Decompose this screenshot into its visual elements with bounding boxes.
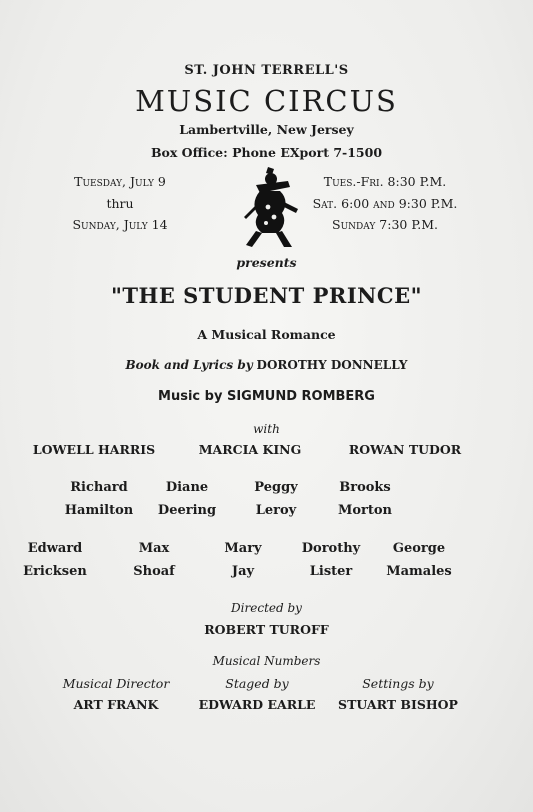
cast-last-name: Mamales [386, 564, 452, 579]
settings-by-label: Settings by [362, 676, 434, 691]
lead-actor: MARCIA KING [198, 442, 302, 457]
composer-name: SIGMUND ROMBERG [226, 389, 375, 404]
cast-last-name: Lister [309, 564, 353, 579]
cast-first-name: Mary [224, 541, 262, 556]
cast-first-name: Peggy [254, 480, 298, 495]
book-credit [0, 358, 533, 372]
cast-last-name: Morton [337, 503, 393, 518]
start-date: Tuesday, July 9 [74, 174, 166, 189]
musical-director-label: Musical Director [62, 676, 170, 691]
director-name: ROBERT TUROFF [204, 622, 329, 637]
musical-director-name: ART FRANK [73, 697, 159, 712]
cast-first-name: George [392, 541, 446, 556]
producer-name: ST. JOHN TERRELL'S [184, 63, 349, 78]
musical-numbers-label: Musical Numbers [212, 654, 321, 668]
box-office-phone: Box Office: Phone EXport 7-1500 [150, 145, 383, 160]
lead-actor: LOWELL HARRIS [32, 442, 156, 457]
directed-by-label: Directed by [231, 601, 302, 615]
cast-first-name: Diane [165, 480, 209, 495]
venue-title: MUSIC CIRCUS [135, 84, 398, 118]
staged-by-name: EDWARD EARLE [198, 697, 316, 712]
date-thru: thru [106, 196, 134, 211]
cast-last-name: Hamilton [64, 503, 134, 518]
cast-first-name: Max [138, 541, 170, 556]
book-credit-label: Book and Lyrics by [125, 358, 253, 372]
cast-last-name: Shoaf [133, 564, 175, 579]
cast-last-name: Leroy [255, 503, 297, 518]
show-title: "THE STUDENT PRINCE" [110, 283, 423, 308]
presents-text: presents [236, 255, 297, 270]
cast-last-name: Jay [231, 564, 255, 579]
saturday-showtime: Sat. 6:00 and 9:30 P.M. [312, 196, 458, 211]
cast-first-name: Brooks [339, 480, 391, 495]
sunday-showtime: Sunday 7:30 P.M. [332, 217, 438, 232]
music-credit [0, 389, 533, 404]
lead-actor: ROWAN TUDOR [348, 442, 462, 457]
music-credit-label: Music by [158, 389, 223, 404]
end-date: Sunday, July 14 [72, 217, 168, 232]
book-author: DOROTHY DONNELLY [256, 358, 408, 372]
cast-first-name: Edward [27, 541, 83, 556]
with-text: with [253, 422, 280, 436]
clown-violinist-icon [238, 163, 304, 251]
staged-by-label: Staged by [225, 676, 289, 691]
cast-first-name: Dorothy [301, 541, 361, 556]
venue-location: Lambertville, New Jersey [179, 122, 354, 137]
cast-last-name: Ericksen [23, 564, 87, 579]
cast-last-name: Deering [157, 503, 217, 518]
weekday-showtime: Tues.-Fri. 8:30 P.M. [323, 174, 447, 189]
show-subtitle: A Musical Romance [197, 327, 336, 342]
cast-first-name: Richard [70, 480, 128, 495]
settings-by-name: STUART BISHOP [338, 697, 458, 712]
